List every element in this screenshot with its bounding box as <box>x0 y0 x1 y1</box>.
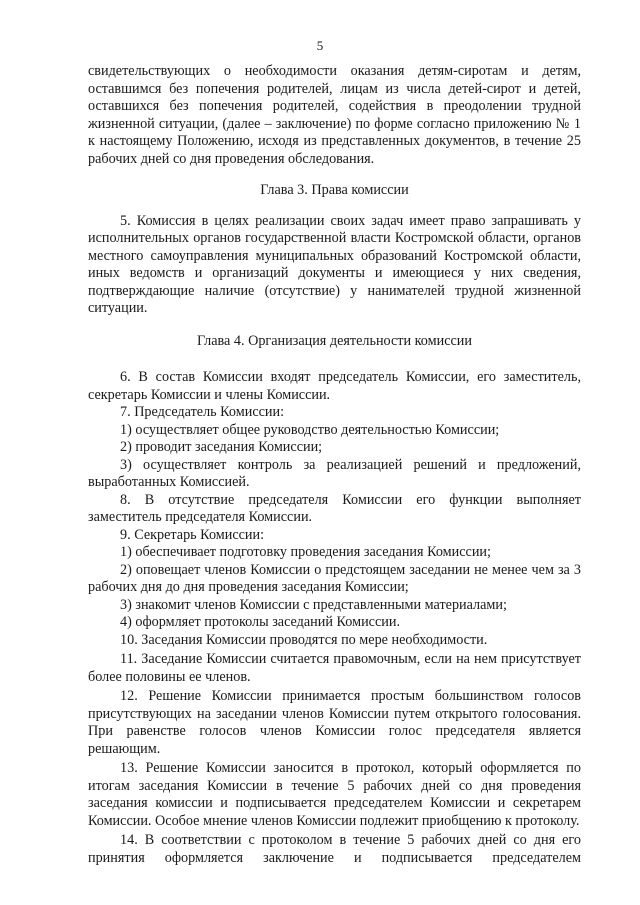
clause-14: 14. В соответствии с протоколом в течение 5 рабочих дней со дня его принятия оформляется заключение и подписывается председателем <box>88 832 581 866</box>
clause-7-item-3: 3) осуществляет контроль за реализацией решений и предложений, выработанных Комиссией. <box>88 456 581 490</box>
clause-8: 8. В отсутствие председателя Комиссии его функции выполняет заместитель председателя Комиссии. <box>88 491 581 525</box>
chapter-4-heading: Глава 4. Организация деятельности комиссии <box>197 332 472 349</box>
intro-paragraph: свидетельствующих о необходимости оказания детям-сиротам и детям, оставшимся без попечения родителей, лицам из числа детей-сирот и детей, оставшихся без попечения родителей, содействия в преодолении трудной жизненной ситуации, (далее – заключение) по форме согласно приложению № 1 к настоящему Положению, исходя из представленных документов, в течение 25 рабочих дней со дня проведения обследования. <box>88 63 581 167</box>
clause-5: 5. Комиссия в целях реализации своих задач имеет право запрашивать у исполнительных органов государственной власти Костромской области, органов местного самоуправления муниципальных образований Костромской области, иных ведомств и организаций документы и имеющиеся у них сведения, подтверждающие наличие (отсутствие) у нанимателей трудной жизненной ситуации. <box>88 212 581 316</box>
clause-11: 11. Заседание Комиссии считается правомочным, если на нем присутствует более половины ее членов. <box>88 651 581 685</box>
clause-9-item-3: 3) знакомит членов Комиссии с представленными материалами; <box>120 596 507 613</box>
chapter-3-heading: Глава 3. Права комиссии <box>260 182 409 198</box>
clause-9-item-1: 1) обеспечивает подготовку проведения заседания Комиссии; <box>120 544 491 560</box>
clause-7-item-2: 2) проводит заседания Комиссии; <box>120 439 323 455</box>
clause-9: 9. Секретарь Комиссии: <box>120 526 265 543</box>
clause-7: 7. Председатель Комиссии: <box>120 404 285 420</box>
clause-9-item-2: 2) оповещает членов Комиссии о предстоящем заседании не менее чем за 3 рабочих дня до дня проведения заседания Комиссии; <box>88 561 581 595</box>
clause-9-item-4: 4) оформляет протоколы заседаний Комиссии. <box>120 614 400 630</box>
page-number: 5 <box>316 38 324 53</box>
document-body <box>88 63 581 867</box>
clause-13: 13. Решение Комиссии заносится в протокол, который оформляется по итогам заседания Комиссии в течение 5 рабочих дней со дня проведения заседания комиссии и подписывается председателем Комиссии и секретарем Комиссии. Особое мнение членов Комиссии подлежит приобщению к протоколу. <box>88 760 581 829</box>
clause-10: 10. Заседания Комиссии проводятся по мере необходимости. <box>120 631 488 648</box>
clause-6: 6. В состав Комиссии входят председатель Комиссии, его заместитель, секретарь Комиссии и члены Комиссии. <box>88 369 581 403</box>
clause-7-item-1: 1) осуществляет общее руководство деятельностью Комиссии; <box>120 421 500 438</box>
clause-12: 12. Решение Комиссии принимается простым большинством голосов присутствующих на заседании членов Комиссии путем открытого голосования. При равенстве голосов членов Комиссии голос председателя является решающим. <box>88 688 581 757</box>
